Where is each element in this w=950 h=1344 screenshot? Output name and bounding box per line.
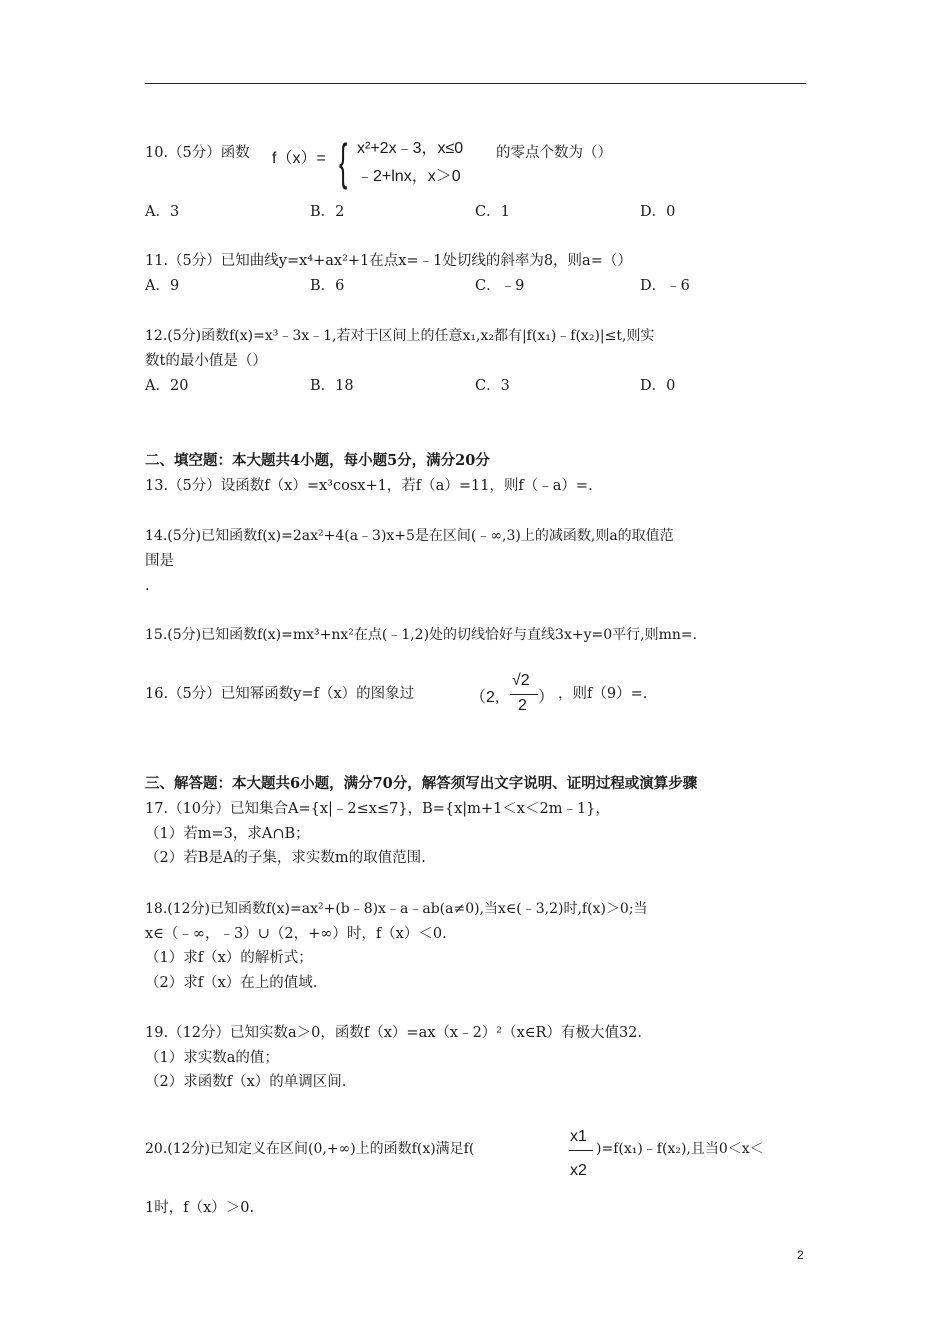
q12-option-d: D．0 [640,378,676,394]
q13-text: 13.（5分）设函数f（x）=x³cosx+1，若f（a）=11，则f（﹣a）=. [145,478,593,494]
q16-point-close: ） [538,689,555,706]
q16-fraction-bar [510,694,538,695]
q14-line2: 围是 [145,553,174,569]
q10-option-c: C．1 [475,204,510,220]
section3-header: 三、解答题：本大题共6小题，满分70分，解答须写出文字说明、证明过程或演算步骤 [145,775,698,792]
q12-line1: 12.(5分)函数f(x)=x³﹣3x﹣1,若对于区间上的任意x₁,x₂都有|f(x₁)﹣f(x₂)|≤t,则实 [145,328,655,344]
q19-line3: （2）求函数f（x）的单调区间. [145,1074,347,1090]
header-rule [145,83,806,84]
q16-point-open: （2, [470,689,500,706]
q20-lead: 20.(12分)已知定义在区间(0,+∞)上的函数f(x)满足f( [145,1141,475,1157]
q20-line2: 1时，f（x）＞0. [145,1200,255,1216]
q16-lead: 16.（5分）已知幂函数y=f（x）的图象过 [145,686,415,702]
section2-header: 二、填空题：本大题共4小题，每小题5分，满分20分 [145,452,490,469]
q14-line1: 14.(5分)已知函数f(x)=2ax²+4(a﹣3)x+5是在区间(﹣∞,3)上的减函数,则a的取值范 [145,528,674,544]
q10-option-d: D．0 [640,204,676,220]
q11-text: 11.（5分）已知曲线y=x⁴+ax²+1在点x=﹣1处切线的斜率为8，则a=（） [145,253,632,269]
q10-tail: 的零点个数为（） [496,145,612,161]
q11-option-b: B．6 [310,278,345,294]
page-number: 2 [797,1248,804,1262]
q11-option-d: D．﹣6 [640,278,690,294]
q10-piece2: ﹣2+lnx，x＞0 [357,168,461,185]
q12-option-b: B．18 [310,378,354,394]
q15-text: 15.(5分)已知函数f(x)=mx³+nx²在点(﹣1,2)处的切线恰好与直线3x+y=0平行,则mn=. [145,627,698,643]
q17-line1: 17.（10分）已知集合A={x|﹣2≤x≤7}，B={x|m+1＜x＜2m﹣1}， [145,801,610,817]
q19-line2: （1）求实数a的值； [145,1050,279,1066]
q18-line1: 18.(12分)已知函数f(x)=ax²+(b﹣8)x﹣a﹣ab(a≠0),当x∈(﹣3,2)时,f(x)＞0;当 [145,901,648,917]
left-brace: { [339,134,348,190]
q20-tail: )=f(x₁)﹣f(x₂),且当0＜x＜ [596,1141,764,1157]
q11-option-a: A．9 [145,278,180,294]
q10-option-b: B．2 [310,204,345,220]
q12-line2: 数t的最小值是（） [145,353,267,369]
q10-lead: 10.（5分）函数 [145,145,250,161]
q20-fraction-bar [569,1150,593,1151]
q18-line2: x∈（﹣∞，﹣3）∪（2，+∞）时，f（x）＜0. [145,926,447,942]
q10-fx: f（x）= [272,150,326,167]
q16-fraction-denominator: 2 [518,697,527,714]
q14-line3: . [145,578,150,594]
q17-line3: （2）若B是A的子集，求实数m的取值范围. [145,850,426,866]
q19-line1: 19.（12分）已知实数a＞0，函数f（x）=ax（x﹣2）²（x∈R）有极大值32. [145,1025,642,1041]
q16-tail: ，则f（9）=. [558,686,648,702]
q11-option-c: C．﹣9 [475,278,525,294]
q20-fraction-denominator: x2 [570,1162,587,1179]
q12-option-c: C．3 [475,378,510,394]
q16-fraction-numerator: √2 [512,672,530,689]
q17-line2: （1）若m=3，求A∩B； [145,826,310,842]
q20-fraction-numerator: x1 [570,1128,587,1145]
q12-option-a: A．20 [145,378,189,394]
q10-option-a: A．3 [145,204,180,220]
q10-piece1: x²+2x﹣3，x≤0 [357,140,464,157]
q18-line3: （1）求f（x）的解析式； [145,950,313,966]
q18-line4: （2）求f（x）在上的值域. [145,975,318,991]
